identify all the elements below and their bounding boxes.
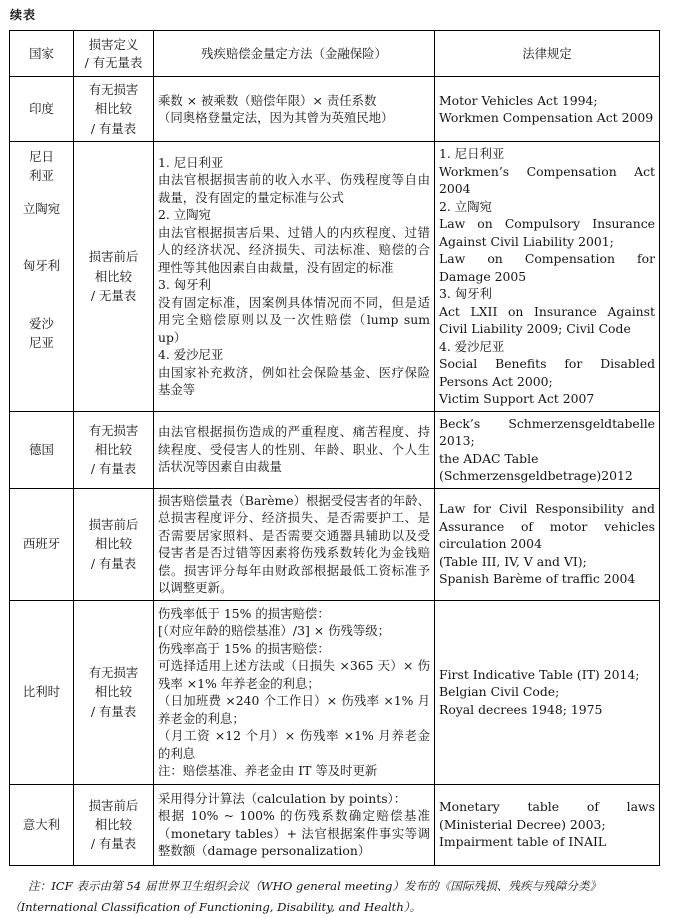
legal-line: 2. 立陶宛	[439, 198, 655, 216]
legal-line: (Table III, IV, V and VI);	[439, 553, 655, 571]
method-line: 4. 爱沙尼亚	[158, 346, 430, 364]
legal-cell	[435, 411, 660, 488]
country-name: 德国	[14, 440, 69, 460]
definition-cell	[74, 488, 154, 600]
country-name: 匈牙利	[10, 256, 73, 275]
header-cell-legal: 法律规定	[435, 31, 660, 77]
country-name: 意大利	[14, 815, 69, 835]
legal-line: Workmen’s Compensation Act 2004	[439, 163, 655, 198]
legal-line: Victim Support Act 2007	[439, 390, 655, 408]
definition-cell	[74, 600, 154, 784]
definition-line: 相比较	[78, 267, 149, 286]
legal-cell	[435, 488, 660, 600]
method-line: （同奥格登量定法，因为其曾为英殖民地）	[158, 109, 430, 127]
header-cell-method: 残疾赔偿金量定方法（金融保险）	[154, 31, 435, 77]
definition-line: 有无损害	[78, 80, 149, 99]
method-line: 3. 匈牙利	[158, 276, 430, 294]
footnote-line: 注：ICF 表示由第 54 届世界卫生组织会议（WHO general meeting）发布的《国际残损、残疾与残障分类》	[9, 876, 661, 897]
definition-cell	[74, 142, 154, 412]
legal-line: Law for Civil Responsibility and Assurance of motor vehicles circulation 2004	[439, 500, 655, 553]
header-cell-definition	[74, 31, 154, 77]
legal-line: Impairment table of INAIL	[439, 833, 655, 851]
method-line: 可选择适用上述方法或（日损失 ×365 天）× 伤残率 ×1% 年养老金的利息；	[158, 657, 430, 692]
country-cell	[10, 784, 74, 865]
table-row-belgium	[10, 600, 660, 784]
method-cell	[154, 142, 435, 412]
definition-line: 有无损害	[78, 663, 149, 682]
method-cell	[154, 411, 435, 488]
method-line: 伤残率高于 15% 的损害赔偿：	[158, 640, 430, 658]
definition-line: / 无量表	[78, 286, 149, 305]
table-row-italy	[10, 784, 660, 865]
method-line: 伤残率低于 15% 的损害赔偿：	[158, 605, 430, 623]
footnote	[9, 876, 661, 918]
definition-line: / 有量表	[78, 459, 149, 478]
definition-line: 损害前后	[78, 247, 149, 266]
method-line: 注：赔偿基准、养老金由 IT 等及时更新	[158, 762, 430, 780]
legal-line: Royal decrees 1948; 1975	[439, 701, 655, 719]
compensation-table	[9, 30, 660, 866]
definition-line: 相比较	[78, 440, 149, 459]
method-cell	[154, 784, 435, 865]
definition-line: / 有量表	[78, 119, 149, 138]
legal-line: (Schmerzensgeldbetrage)2012	[439, 467, 655, 485]
legal-line: Belgian Civil Code;	[439, 683, 655, 701]
definition-line: 相比较	[78, 99, 149, 118]
method-line: 由法官根据损害后果、过错人的内疚程度、过错人的经济状况、经济损失、司法标准、赔偿的合理性等其他因素自由裁量，没有固定的标准	[158, 224, 430, 277]
table-row-spain	[10, 488, 660, 600]
legal-line: 1. 尼日利亚	[439, 145, 655, 163]
table-header-row	[10, 31, 660, 77]
country-cell	[10, 488, 74, 600]
definition-cell	[74, 411, 154, 488]
legal-line: 3. 匈牙利	[439, 285, 655, 303]
definition-cell	[74, 77, 154, 142]
header-definition-line: 损害定义	[78, 36, 149, 54]
definition-line: 相比较	[78, 682, 149, 701]
legal-line: Motor Vehicles Act 1994;	[439, 92, 655, 110]
country-name: 爱沙尼亚	[10, 314, 73, 352]
method-cell	[154, 77, 435, 142]
legal-cell	[435, 784, 660, 865]
table-row-germany	[10, 411, 660, 488]
country-name: 立陶宛	[10, 199, 73, 218]
legal-line: First Indicative Table (IT) 2014;	[439, 666, 655, 684]
legal-line: Spanish Barème of traffic 2004	[439, 570, 655, 588]
method-cell	[154, 488, 435, 600]
method-line: （日加班费 ×240 个工作日）× 伤残率 ×1% 月养老金的利息；	[158, 692, 430, 727]
legal-line: Act LXII on Insurance Against Civil Liability 2009; Civil Code	[439, 303, 655, 338]
table-row-india	[10, 77, 660, 142]
method-line: 没有固定标准，因案例具体情况而不同，但是适用完全赔偿原则以及一次性赔偿（lump sum up）	[158, 294, 430, 347]
country-name: 西班牙	[14, 534, 69, 554]
legal-cell	[435, 142, 660, 412]
method-line: 乘数 × 被乘数（赔偿年限）× 责任系数	[158, 92, 430, 110]
legal-line: 4. 爱沙尼亚	[439, 338, 655, 356]
definition-line: / 有量表	[78, 834, 149, 853]
method-line: 1. 尼日利亚	[158, 154, 430, 172]
method-cell	[154, 600, 435, 784]
legal-line: the ADAC Table	[439, 450, 655, 468]
header-definition-line: / 有无量表	[78, 54, 149, 72]
definition-line: / 有量表	[78, 554, 149, 573]
legal-line: Beck’s Schmerzensgeldtabelle 2013;	[439, 415, 655, 450]
country-cell	[10, 411, 74, 488]
method-line: [（对应年龄的赔偿基准）/3] × 伤残等级；	[158, 622, 430, 640]
method-line: 根据 10% ~ 100% 的伤残系数确定赔偿基准（monetary tables）+ 法官根据案件事实等调整数额（damage personalization）	[158, 807, 430, 860]
method-line: 采用得分计算法（calculation by points）：	[158, 790, 430, 808]
definition-line: 有无损害	[78, 421, 149, 440]
legal-cell	[435, 600, 660, 784]
method-line: 2. 立陶宛	[158, 206, 430, 224]
legal-cell	[435, 77, 660, 142]
definition-line: / 有量表	[78, 702, 149, 721]
definition-line: 相比较	[78, 534, 149, 553]
legal-line: Law on Compulsory Insurance Against Civil Liability 2001;	[439, 215, 655, 250]
method-line: 由法官根据损害前的收入水平、伤残程度等自由裁量，没有固定的量定标准与公式	[158, 171, 430, 206]
method-line: 由国家补充救济，例如社会保险基金、医疗保险基金等	[158, 364, 430, 399]
legal-line: Law on Compensation for Damage 2005	[439, 250, 655, 285]
country-name: 印度	[14, 99, 69, 119]
definition-cell	[74, 784, 154, 865]
table-row-nigeria-lithuania-hungary-estonia	[10, 142, 660, 412]
definition-line: 相比较	[78, 815, 149, 834]
header-cell-country: 国家	[10, 31, 74, 77]
country-cell	[10, 77, 74, 142]
country-cell	[10, 600, 74, 784]
country-cell	[10, 142, 74, 412]
definition-line: 损害前后	[78, 515, 149, 534]
definition-line: 损害前后	[78, 796, 149, 815]
footnote-line: （International Classification of Functioning, Disability, and Health）。	[9, 897, 661, 918]
method-line: （月工资 ×12 个月）× 伤残率 ×1% 月养老金的利息	[158, 727, 430, 762]
country-name: 尼日利亚	[10, 147, 73, 185]
page-title: 续表	[10, 6, 665, 23]
method-line: 由法官根据损伤造成的严重程度、痛苦程度、持续程度、受侵害人的性别、年龄、职业、个人生活状况等因素自由裁量	[158, 423, 430, 476]
method-line: 损害赔偿量表（Barème）根据受侵害者的年龄、总损害程度评分、经济损失、是否需要护工、是否需要居家照料、是否需要交通器具辅助以及受侵害者是否过错等因素将伤残系数转化为金钱赔偿。损害评分每年由财政部根据最低工资标准予以调整更新。	[158, 492, 430, 597]
legal-line: Workmen Compensation Act 2009	[439, 109, 655, 127]
country-name: 比利时	[14, 682, 69, 702]
legal-line: Social Benefits for Disabled Persons Act 2000;	[439, 355, 655, 390]
legal-line: Monetary table of laws (Ministerial Decree) 2003;	[439, 798, 655, 833]
